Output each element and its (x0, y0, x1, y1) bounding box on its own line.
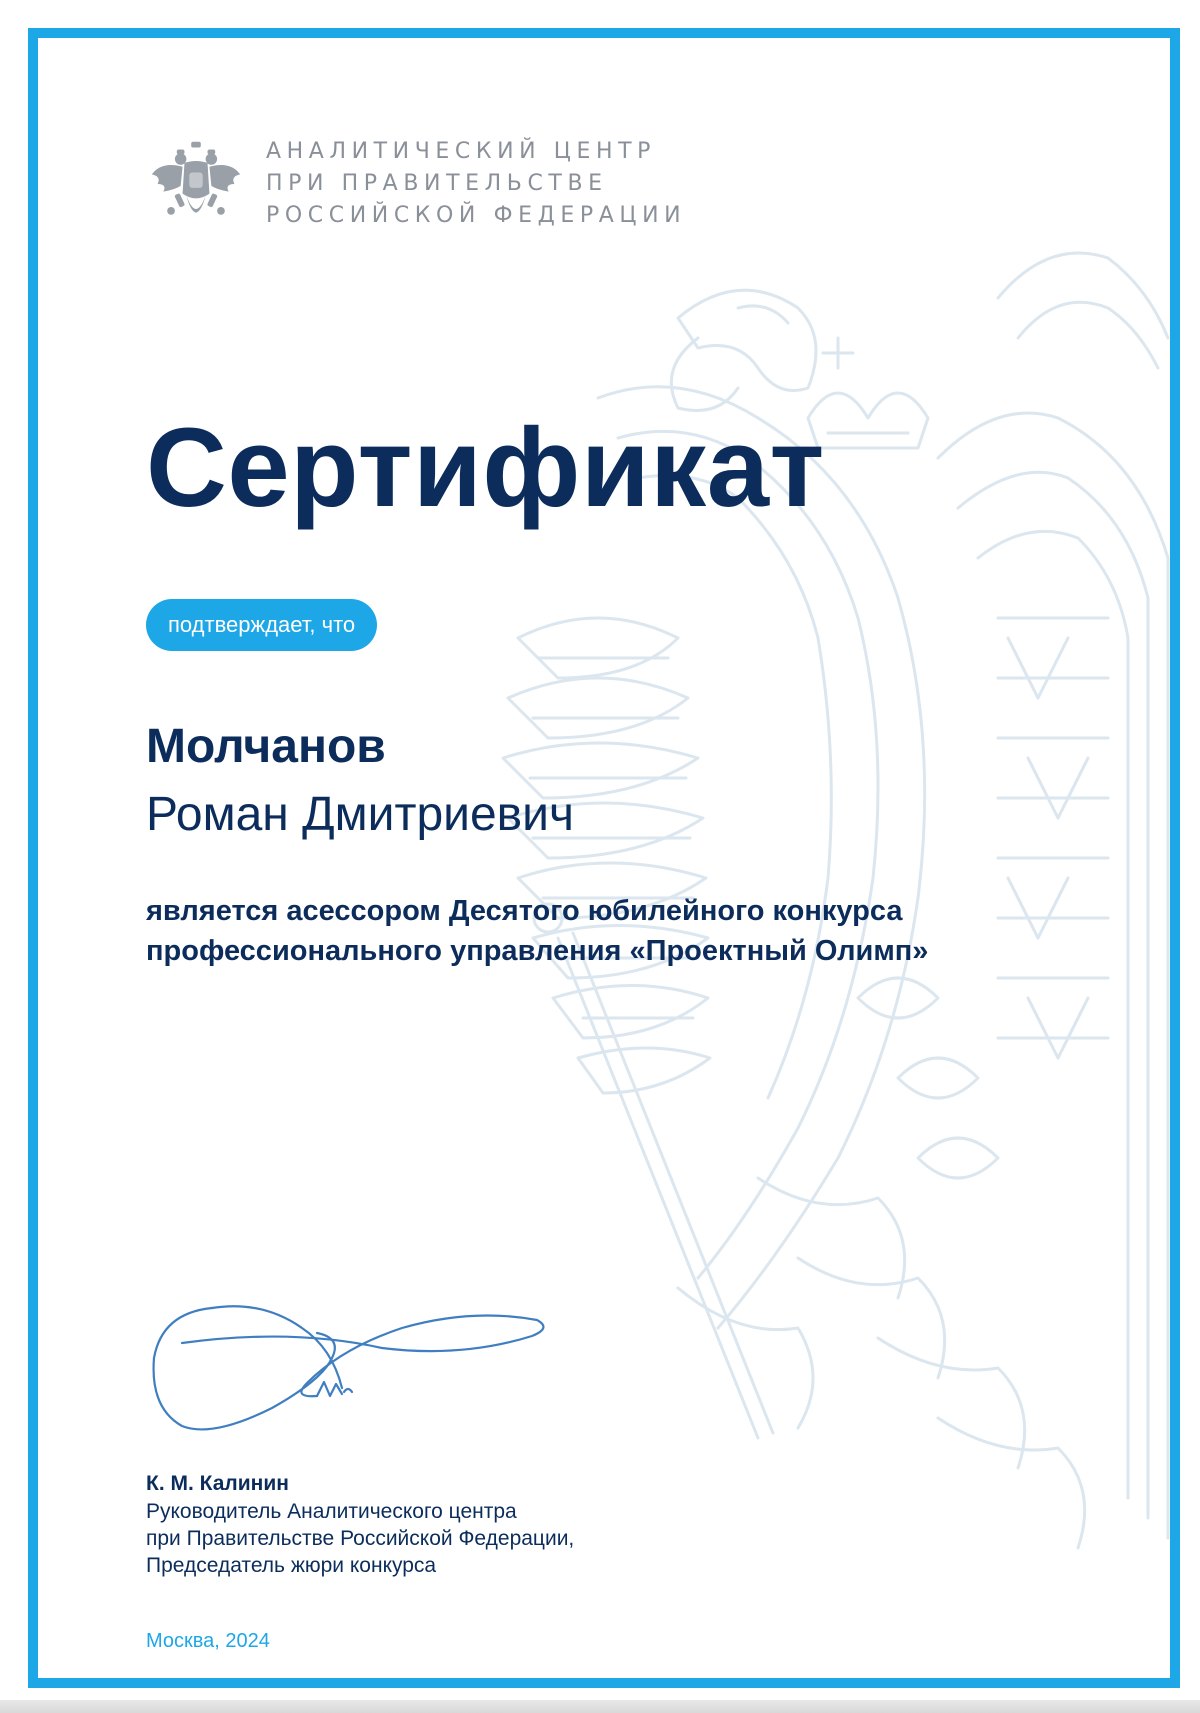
certificate-statement (146, 891, 1066, 971)
certificate-page (28, 28, 1180, 1688)
signatory-title (146, 1498, 574, 1579)
organization-name-line: РОССИЙСКОЙ ФЕДЕРАЦИИ (266, 203, 687, 228)
certificate-title: Сертификат (146, 405, 825, 530)
double-headed-eagle-icon (148, 136, 244, 232)
statement-line: профессионального управления «Проектный Олимп» (146, 935, 929, 967)
page-shadow (0, 1700, 1200, 1713)
organization-header (148, 136, 686, 232)
handwritten-signature (142, 1288, 562, 1458)
place-date: Москва, 2024 (146, 1630, 270, 1652)
signatory-title-line: Руководитель Аналитического центра (146, 1500, 517, 1523)
signatory-title-line: при Правительстве Российской Федерации, (146, 1527, 575, 1550)
statement-line: является асессором Десятого юбилейного конкурса (146, 895, 903, 927)
organization-name (266, 138, 686, 230)
recipient-surname: Молчанов (146, 720, 386, 773)
organization-name-line: ПРИ ПРАВИТЕЛЬСТВЕ (266, 171, 608, 196)
signatory-title-line: Председатель жюри конкурса (146, 1554, 437, 1577)
signatory-name: К. М. Калинин (146, 1472, 289, 1495)
organization-name-line: АНАЛИТИЧЕСКИЙ ЦЕНТР (266, 139, 657, 164)
confirms-badge: подтверждает, что (146, 599, 377, 651)
recipient-given-names: Роман Дмитриевич (146, 788, 574, 841)
